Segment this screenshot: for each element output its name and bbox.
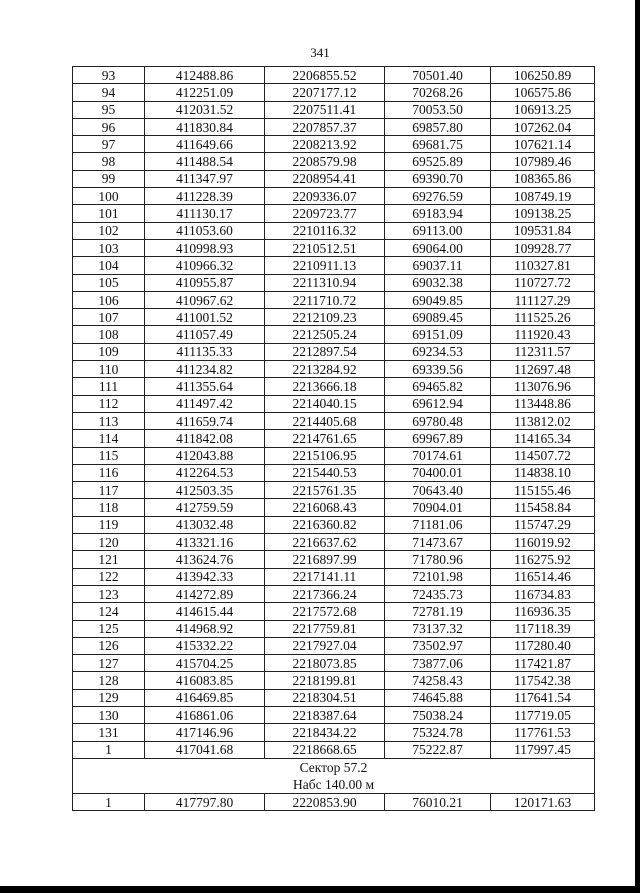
y-coordinate-cell: 2216637.62 [265,534,385,551]
x-coordinate-cell: 410967.62 [145,291,265,308]
point-number-cell: 101 [73,205,145,222]
point-number-cell: 114 [73,430,145,447]
y-local-cell: 117761.53 [491,724,595,741]
table-row [73,101,595,118]
x-local-cell: 71181.06 [385,516,491,533]
y-coordinate-cell: 2214405.68 [265,412,385,429]
table-row [73,67,595,84]
coordinates-table-body [73,67,595,811]
scan-edge-right [635,0,640,893]
x-local-cell: 70053.50 [385,101,491,118]
table-row [73,274,595,291]
y-local-cell: 115747.29 [491,516,595,533]
x-coordinate-cell: 411659.74 [145,412,265,429]
y-coordinate-cell: 2218304.51 [265,689,385,706]
x-coordinate-cell: 416469.85 [145,689,265,706]
x-coordinate-cell: 411488.54 [145,153,265,170]
y-coordinate-cell: 2213284.92 [265,361,385,378]
table-row [73,430,595,447]
y-coordinate-cell: 2214761.65 [265,430,385,447]
x-coordinate-cell: 411001.52 [145,309,265,326]
x-coordinate-cell: 412503.35 [145,482,265,499]
y-coordinate-cell: 2209336.07 [265,188,385,205]
y-local-cell: 120171.63 [491,793,595,810]
table-row [73,188,595,205]
point-number-cell: 126 [73,637,145,654]
y-coordinate-cell: 2212505.24 [265,326,385,343]
y-coordinate-cell: 2211710.72 [265,291,385,308]
x-coordinate-cell: 415704.25 [145,655,265,672]
y-local-cell: 111127.29 [491,291,595,308]
x-local-cell: 70501.40 [385,67,491,84]
y-local-cell: 110327.81 [491,257,595,274]
x-local-cell: 75222.87 [385,741,491,758]
x-coordinate-cell: 417797.80 [145,793,265,810]
x-coordinate-cell: 416861.06 [145,706,265,723]
point-number-cell: 99 [73,170,145,187]
x-local-cell: 70643.40 [385,482,491,499]
page-number: 341 [310,45,330,60]
y-local-cell: 106913.25 [491,101,595,118]
y-local-cell: 113076.96 [491,378,595,395]
x-local-cell: 75038.24 [385,706,491,723]
x-coordinate-cell: 411130.17 [145,205,265,222]
x-local-cell: 69465.82 [385,378,491,395]
y-coordinate-cell: 2214040.15 [265,395,385,412]
y-coordinate-cell: 2211310.94 [265,274,385,291]
x-local-cell: 69967.89 [385,430,491,447]
y-local-cell: 111920.43 [491,326,595,343]
y-local-cell: 107262.04 [491,118,595,135]
x-coordinate-cell: 411234.82 [145,361,265,378]
x-local-cell: 69276.59 [385,188,491,205]
y-coordinate-cell: 2217366.24 [265,585,385,602]
point-number-cell: 98 [73,153,145,170]
y-local-cell: 117118.39 [491,620,595,637]
y-local-cell: 112697.48 [491,361,595,378]
y-local-cell: 117542.38 [491,672,595,689]
y-local-cell: 114838.10 [491,464,595,481]
x-local-cell: 69089.45 [385,309,491,326]
point-number-cell: 102 [73,222,145,239]
point-number-cell: 122 [73,568,145,585]
table-row [73,551,595,568]
point-number-cell: 127 [73,655,145,672]
table-row [73,326,595,343]
point-number-cell: 110 [73,361,145,378]
y-local-cell: 114165.34 [491,430,595,447]
table-row [73,395,595,412]
table-row [73,361,595,378]
point-number-cell: 93 [73,67,145,84]
x-coordinate-cell: 411135.33 [145,343,265,360]
y-local-cell: 106575.86 [491,84,595,101]
y-coordinate-cell: 2212109.23 [265,309,385,326]
y-local-cell: 116734.83 [491,585,595,602]
x-coordinate-cell: 411497.42 [145,395,265,412]
x-local-cell: 69234.53 [385,343,491,360]
y-coordinate-cell: 2218387.64 [265,706,385,723]
point-number-cell: 107 [73,309,145,326]
table-row [73,239,595,256]
table-row [73,585,595,602]
x-local-cell: 71780.96 [385,551,491,568]
point-number-cell: 108 [73,326,145,343]
point-number-cell: 117 [73,482,145,499]
x-local-cell: 72435.73 [385,585,491,602]
point-number-cell: 111 [73,378,145,395]
x-coordinate-cell: 414272.89 [145,585,265,602]
x-local-cell: 70174.61 [385,447,491,464]
x-local-cell: 69525.89 [385,153,491,170]
point-number-cell: 100 [73,188,145,205]
coordinates-table [72,66,595,811]
table-row [73,447,595,464]
table-row [73,655,595,672]
point-number-cell: 129 [73,689,145,706]
x-coordinate-cell: 411842.08 [145,430,265,447]
x-coordinate-cell: 412488.86 [145,67,265,84]
point-number-cell: 95 [73,101,145,118]
point-number-cell: 105 [73,274,145,291]
table-row [73,412,595,429]
y-local-cell: 113812.02 [491,412,595,429]
y-coordinate-cell: 2215106.95 [265,447,385,464]
x-coordinate-cell: 411355.64 [145,378,265,395]
table-row [73,222,595,239]
x-coordinate-cell: 410966.32 [145,257,265,274]
table-row [73,672,595,689]
y-local-cell: 115155.46 [491,482,595,499]
table-row [73,378,595,395]
x-local-cell: 69857.80 [385,118,491,135]
table-row [73,689,595,706]
y-coordinate-cell: 2210116.32 [265,222,385,239]
y-local-cell: 107989.46 [491,153,595,170]
y-coordinate-cell: 2216897.99 [265,551,385,568]
y-local-cell: 117421.87 [491,655,595,672]
table-row [73,534,595,551]
x-coordinate-cell: 412264.53 [145,464,265,481]
point-number-cell: 109 [73,343,145,360]
table-row [73,464,595,481]
x-local-cell: 71473.67 [385,534,491,551]
x-local-cell: 69339.56 [385,361,491,378]
x-coordinate-cell: 413321.16 [145,534,265,551]
y-coordinate-cell: 2210512.51 [265,239,385,256]
point-number-cell: 120 [73,534,145,551]
x-local-cell: 73137.32 [385,620,491,637]
y-local-cell: 117719.05 [491,706,595,723]
y-coordinate-cell: 2220853.90 [265,793,385,810]
y-coordinate-cell: 2218668.65 [265,741,385,758]
x-local-cell: 69113.00 [385,222,491,239]
point-number-cell: 131 [73,724,145,741]
y-local-cell: 116019.92 [491,534,595,551]
y-local-cell: 108749.19 [491,188,595,205]
point-number-cell: 124 [73,603,145,620]
point-number-cell: 118 [73,499,145,516]
x-local-cell: 69681.75 [385,136,491,153]
x-local-cell: 69612.94 [385,395,491,412]
y-coordinate-cell: 2208579.98 [265,153,385,170]
y-local-cell: 114507.72 [491,447,595,464]
y-coordinate-cell: 2218199.81 [265,672,385,689]
sector-heading-row [73,758,595,793]
x-local-cell: 74258.43 [385,672,491,689]
x-coordinate-cell: 411649.66 [145,136,265,153]
x-local-cell: 69037.11 [385,257,491,274]
table-row [73,482,595,499]
x-coordinate-cell: 412251.09 [145,84,265,101]
y-local-cell: 113448.86 [491,395,595,412]
scan-edge-bottom [0,886,640,893]
point-number-cell: 1 [73,793,145,810]
y-coordinate-cell: 2218434.22 [265,724,385,741]
point-number-cell: 97 [73,136,145,153]
x-coordinate-cell: 412031.52 [145,101,265,118]
x-coordinate-cell: 414968.92 [145,620,265,637]
x-coordinate-cell: 412043.88 [145,447,265,464]
table-row [73,153,595,170]
y-coordinate-cell: 2216068.43 [265,499,385,516]
point-number-cell: 106 [73,291,145,308]
point-number-cell: 103 [73,239,145,256]
x-coordinate-cell: 415332.22 [145,637,265,654]
y-coordinate-cell: 2217572.68 [265,603,385,620]
x-local-cell: 74645.88 [385,689,491,706]
point-number-cell: 113 [73,412,145,429]
table-row [73,136,595,153]
table-row [73,724,595,741]
x-local-cell: 69049.85 [385,291,491,308]
y-local-cell: 109138.25 [491,205,595,222]
y-local-cell: 110727.72 [491,274,595,291]
y-coordinate-cell: 2210911.13 [265,257,385,274]
point-number-cell: 115 [73,447,145,464]
x-coordinate-cell: 417041.68 [145,741,265,758]
sector-title: Сектор 57.2 [299,759,368,775]
y-coordinate-cell: 2215761.35 [265,482,385,499]
y-local-cell: 109531.84 [491,222,595,239]
y-coordinate-cell: 2217141.11 [265,568,385,585]
x-coordinate-cell: 411830.84 [145,118,265,135]
point-number-cell: 94 [73,84,145,101]
y-local-cell: 117997.45 [491,741,595,758]
x-local-cell: 73502.97 [385,637,491,654]
y-coordinate-cell: 2207177.12 [265,84,385,101]
y-local-cell: 112311.57 [491,343,595,360]
y-local-cell: 106250.89 [491,67,595,84]
y-coordinate-cell: 2207511.41 [265,101,385,118]
x-coordinate-cell: 411057.49 [145,326,265,343]
x-local-cell: 76010.21 [385,793,491,810]
point-number-cell: 112 [73,395,145,412]
point-number-cell: 104 [73,257,145,274]
point-number-cell: 123 [73,585,145,602]
table-row [73,516,595,533]
y-coordinate-cell: 2217759.81 [265,620,385,637]
x-coordinate-cell: 411228.39 [145,188,265,205]
x-local-cell: 70400.01 [385,464,491,481]
x-coordinate-cell: 410998.93 [145,239,265,256]
x-coordinate-cell: 411347.97 [145,170,265,187]
y-coordinate-cell: 2215440.53 [265,464,385,481]
table-row [73,343,595,360]
table-row [73,568,595,585]
table-row [73,620,595,637]
y-local-cell: 109928.77 [491,239,595,256]
x-coordinate-cell: 412759.59 [145,499,265,516]
y-local-cell: 107621.14 [491,136,595,153]
table-row [73,793,595,810]
y-coordinate-cell: 2208213.92 [265,136,385,153]
y-coordinate-cell: 2213666.18 [265,378,385,395]
point-number-cell: 128 [73,672,145,689]
coordinates-table-wrapper [72,66,594,811]
y-local-cell: 117641.54 [491,689,595,706]
y-coordinate-cell: 2207857.37 [265,118,385,135]
y-local-cell: 115458.84 [491,499,595,516]
table-row [73,309,595,326]
y-local-cell: 117280.40 [491,637,595,654]
y-coordinate-cell: 2216360.82 [265,516,385,533]
y-local-cell: 108365.86 [491,170,595,187]
x-coordinate-cell: 413624.76 [145,551,265,568]
point-number-cell: 96 [73,118,145,135]
sector-heading-cell [73,758,595,793]
point-number-cell: 116 [73,464,145,481]
x-coordinate-cell: 416083.85 [145,672,265,689]
point-number-cell: 130 [73,706,145,723]
x-local-cell: 69064.00 [385,239,491,256]
x-local-cell: 69183.94 [385,205,491,222]
y-coordinate-cell: 2212897.54 [265,343,385,360]
x-local-cell: 69032.38 [385,274,491,291]
sector-height: Набс 140.00 м [292,776,375,792]
y-local-cell: 116275.92 [491,551,595,568]
x-local-cell: 73877.06 [385,655,491,672]
table-row [73,170,595,187]
x-coordinate-cell: 417146.96 [145,724,265,741]
y-local-cell: 111525.26 [491,309,595,326]
y-coordinate-cell: 2217927.04 [265,637,385,654]
table-row [73,291,595,308]
x-local-cell: 75324.78 [385,724,491,741]
x-local-cell: 69151.09 [385,326,491,343]
table-row [73,257,595,274]
table-row [73,741,595,758]
point-number-cell: 121 [73,551,145,568]
x-local-cell: 69390.70 [385,170,491,187]
table-row [73,84,595,101]
y-local-cell: 116514.46 [491,568,595,585]
x-coordinate-cell: 414615.44 [145,603,265,620]
point-number-cell: 1 [73,741,145,758]
y-coordinate-cell: 2209723.77 [265,205,385,222]
point-number-cell: 125 [73,620,145,637]
y-coordinate-cell: 2208954.41 [265,170,385,187]
x-coordinate-cell: 413942.33 [145,568,265,585]
y-coordinate-cell: 2206855.52 [265,67,385,84]
y-coordinate-cell: 2218073.85 [265,655,385,672]
x-local-cell: 72101.98 [385,568,491,585]
x-local-cell: 70268.26 [385,84,491,101]
x-local-cell: 69780.48 [385,412,491,429]
x-coordinate-cell: 410955.87 [145,274,265,291]
table-row [73,603,595,620]
y-local-cell: 116936.35 [491,603,595,620]
x-coordinate-cell: 413032.48 [145,516,265,533]
table-row [73,637,595,654]
x-local-cell: 70904.01 [385,499,491,516]
x-coordinate-cell: 411053.60 [145,222,265,239]
table-row [73,118,595,135]
table-row [73,205,595,222]
table-row [73,499,595,516]
x-local-cell: 72781.19 [385,603,491,620]
point-number-cell: 119 [73,516,145,533]
table-row [73,706,595,723]
